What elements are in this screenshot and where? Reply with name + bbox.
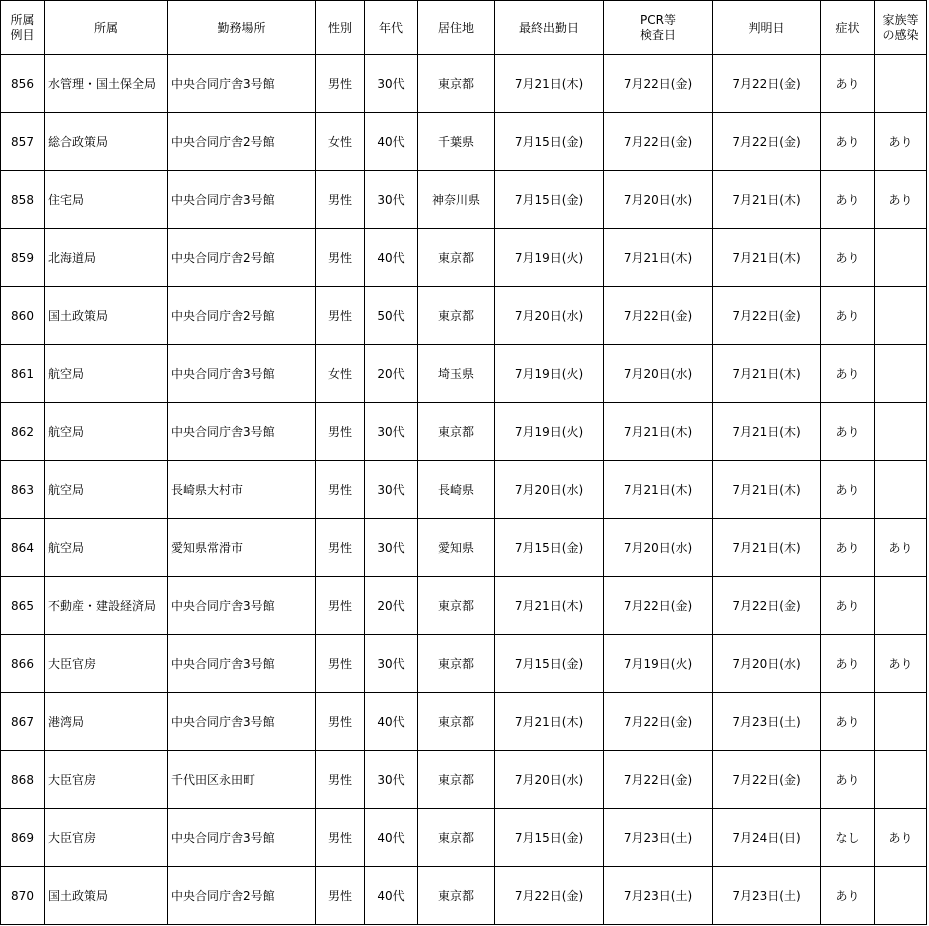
- row-test-date: 7月23日(土): [604, 867, 713, 925]
- header-age: 年代: [365, 1, 418, 55]
- row-last-work-day: 7月21日(木): [495, 55, 604, 113]
- row-family-infection: [875, 867, 927, 925]
- header-id: [1, 1, 45, 55]
- row-id: 856: [1, 55, 45, 113]
- row-family-infection: あり: [875, 113, 927, 171]
- row-symptoms: あり: [821, 519, 875, 577]
- table-row: [1, 113, 927, 171]
- header-gender: 性別: [316, 1, 365, 55]
- row-confirmed-date: 7月22日(金): [713, 287, 821, 345]
- row-test-date: 7月23日(土): [604, 809, 713, 867]
- row-confirmed-date: 7月23日(土): [713, 693, 821, 751]
- row-test-date: 7月22日(金): [604, 693, 713, 751]
- header-id-text: 所属 例目: [10, 12, 35, 42]
- row-residence: 長崎県: [418, 461, 495, 519]
- row-id: 865: [1, 577, 45, 635]
- row-age: 20代: [365, 577, 418, 635]
- row-symptoms: あり: [821, 171, 875, 229]
- table-row: [1, 867, 927, 925]
- row-residence: 東京都: [418, 635, 495, 693]
- header-symptoms: 症状: [821, 1, 875, 55]
- row-confirmed-date: 7月24日(日): [713, 809, 821, 867]
- row-department: 国土政策局: [45, 287, 168, 345]
- row-symptoms: あり: [821, 867, 875, 925]
- row-confirmed-date: 7月22日(金): [713, 577, 821, 635]
- row-workplace: 中央合同庁舎3号館: [168, 635, 316, 693]
- row-workplace: 中央合同庁舎3号館: [168, 171, 316, 229]
- row-symptoms: あり: [821, 113, 875, 171]
- table-row: [1, 287, 927, 345]
- row-workplace: 千代田区永田町: [168, 751, 316, 809]
- row-test-date: 7月20日(水): [604, 519, 713, 577]
- row-residence: 東京都: [418, 229, 495, 287]
- row-department: 航空局: [45, 403, 168, 461]
- row-gender: 男性: [316, 635, 365, 693]
- row-workplace: 愛知県常滑市: [168, 519, 316, 577]
- row-symptoms: あり: [821, 403, 875, 461]
- row-confirmed-date: 7月21日(木): [713, 403, 821, 461]
- row-gender: 男性: [316, 287, 365, 345]
- row-family-infection: あり: [875, 171, 927, 229]
- row-age: 30代: [365, 519, 418, 577]
- row-age: 40代: [365, 693, 418, 751]
- row-residence: 愛知県: [418, 519, 495, 577]
- row-symptoms: あり: [821, 635, 875, 693]
- row-last-work-day: 7月21日(木): [495, 577, 604, 635]
- row-gender: 男性: [316, 577, 365, 635]
- row-last-work-day: 7月15日(金): [495, 171, 604, 229]
- row-family-infection: [875, 461, 927, 519]
- row-workplace: 中央合同庁舎3号館: [168, 693, 316, 751]
- row-symptoms: あり: [821, 577, 875, 635]
- table-row: [1, 229, 927, 287]
- table-row: [1, 55, 927, 113]
- row-workplace: 中央合同庁舎2号館: [168, 113, 316, 171]
- row-symptoms: あり: [821, 229, 875, 287]
- row-department: 航空局: [45, 461, 168, 519]
- row-test-date: 7月21日(木): [604, 229, 713, 287]
- row-confirmed-date: 7月21日(木): [713, 229, 821, 287]
- row-workplace: 中央合同庁舎3号館: [168, 403, 316, 461]
- row-department: 大臣官房: [45, 751, 168, 809]
- table-row: [1, 635, 927, 693]
- row-gender: 男性: [316, 171, 365, 229]
- row-symptoms: あり: [821, 345, 875, 403]
- row-last-work-day: 7月22日(金): [495, 867, 604, 925]
- row-family-infection: あり: [875, 519, 927, 577]
- row-gender: 男性: [316, 693, 365, 751]
- row-department: 大臣官房: [45, 635, 168, 693]
- header-test-date-text: PCR等 検査日: [639, 12, 676, 42]
- header-test-date: [604, 1, 713, 55]
- row-gender: 男性: [316, 809, 365, 867]
- row-residence: 東京都: [418, 577, 495, 635]
- row-age: 30代: [365, 461, 418, 519]
- row-last-work-day: 7月19日(火): [495, 403, 604, 461]
- row-family-infection: [875, 55, 927, 113]
- row-last-work-day: 7月19日(火): [495, 345, 604, 403]
- row-id: 868: [1, 751, 45, 809]
- header-residence: 居住地: [418, 1, 495, 55]
- row-family-infection: [875, 577, 927, 635]
- row-last-work-day: 7月15日(金): [495, 635, 604, 693]
- row-residence: 東京都: [418, 867, 495, 925]
- row-confirmed-date: 7月21日(木): [713, 519, 821, 577]
- row-age: 40代: [365, 113, 418, 171]
- header-confirmed-date: 判明日: [713, 1, 821, 55]
- row-symptoms: あり: [821, 287, 875, 345]
- row-family-infection: [875, 229, 927, 287]
- row-age: 30代: [365, 55, 418, 113]
- row-test-date: 7月21日(木): [604, 461, 713, 519]
- row-id: 857: [1, 113, 45, 171]
- row-workplace: 中央合同庁舎3号館: [168, 55, 316, 113]
- row-last-work-day: 7月20日(水): [495, 287, 604, 345]
- row-age: 30代: [365, 635, 418, 693]
- row-department: 港湾局: [45, 693, 168, 751]
- row-workplace: 中央合同庁舎3号館: [168, 577, 316, 635]
- header-last-work-day: 最終出勤日: [495, 1, 604, 55]
- table-row: [1, 461, 927, 519]
- row-id: 867: [1, 693, 45, 751]
- row-gender: 女性: [316, 113, 365, 171]
- row-last-work-day: 7月15日(金): [495, 519, 604, 577]
- table-row: [1, 171, 927, 229]
- header-family-infection: [875, 1, 927, 55]
- header-department: 所属: [45, 1, 168, 55]
- row-gender: 男性: [316, 461, 365, 519]
- row-residence: 東京都: [418, 809, 495, 867]
- row-gender: 男性: [316, 867, 365, 925]
- row-residence: 東京都: [418, 751, 495, 809]
- row-age: 40代: [365, 867, 418, 925]
- row-workplace: 中央合同庁舎3号館: [168, 809, 316, 867]
- row-symptoms: あり: [821, 751, 875, 809]
- row-department: 不動産・建設経済局: [45, 577, 168, 635]
- row-symptoms: あり: [821, 55, 875, 113]
- row-id: 870: [1, 867, 45, 925]
- row-gender: 男性: [316, 519, 365, 577]
- row-id: 860: [1, 287, 45, 345]
- row-age: 20代: [365, 345, 418, 403]
- row-department: 住宅局: [45, 171, 168, 229]
- row-test-date: 7月22日(金): [604, 55, 713, 113]
- row-test-date: 7月21日(木): [604, 403, 713, 461]
- row-test-date: 7月19日(火): [604, 635, 713, 693]
- row-confirmed-date: 7月21日(木): [713, 345, 821, 403]
- row-test-date: 7月22日(金): [604, 287, 713, 345]
- header-family-infection-text: 家族等 の感染: [882, 12, 919, 42]
- row-family-infection: [875, 403, 927, 461]
- row-confirmed-date: 7月20日(水): [713, 635, 821, 693]
- row-residence: 千葉県: [418, 113, 495, 171]
- row-age: 30代: [365, 751, 418, 809]
- row-age: 30代: [365, 171, 418, 229]
- row-id: 864: [1, 519, 45, 577]
- row-confirmed-date: 7月23日(土): [713, 867, 821, 925]
- row-family-infection: あり: [875, 809, 927, 867]
- row-family-infection: [875, 287, 927, 345]
- row-age: 40代: [365, 229, 418, 287]
- row-family-infection: [875, 751, 927, 809]
- row-gender: 女性: [316, 345, 365, 403]
- row-confirmed-date: 7月22日(金): [713, 113, 821, 171]
- row-id: 863: [1, 461, 45, 519]
- row-workplace: 中央合同庁舎2号館: [168, 287, 316, 345]
- row-test-date: 7月22日(金): [604, 751, 713, 809]
- row-residence: 東京都: [418, 403, 495, 461]
- row-last-work-day: 7月19日(火): [495, 229, 604, 287]
- row-family-infection: あり: [875, 635, 927, 693]
- table-row: [1, 809, 927, 867]
- row-confirmed-date: 7月21日(木): [713, 461, 821, 519]
- row-family-infection: [875, 345, 927, 403]
- table-row: [1, 693, 927, 751]
- row-id: 859: [1, 229, 45, 287]
- row-test-date: 7月22日(金): [604, 113, 713, 171]
- row-workplace: 中央合同庁舎2号館: [168, 867, 316, 925]
- row-department: 航空局: [45, 519, 168, 577]
- row-last-work-day: 7月21日(木): [495, 693, 604, 751]
- row-last-work-day: 7月15日(金): [495, 809, 604, 867]
- row-gender: 男性: [316, 55, 365, 113]
- row-id: 866: [1, 635, 45, 693]
- table-row: [1, 403, 927, 461]
- row-age: 50代: [365, 287, 418, 345]
- row-department: 国土政策局: [45, 867, 168, 925]
- row-confirmed-date: 7月22日(金): [713, 751, 821, 809]
- table-row: [1, 519, 927, 577]
- table-row: [1, 751, 927, 809]
- row-gender: 男性: [316, 229, 365, 287]
- row-age: 30代: [365, 403, 418, 461]
- row-symptoms: なし: [821, 809, 875, 867]
- row-residence: 東京都: [418, 693, 495, 751]
- row-workplace: 中央合同庁舎3号館: [168, 345, 316, 403]
- row-department: 総合政策局: [45, 113, 168, 171]
- row-last-work-day: 7月20日(水): [495, 751, 604, 809]
- row-department: 大臣官房: [45, 809, 168, 867]
- table-row: [1, 345, 927, 403]
- row-test-date: 7月20日(水): [604, 171, 713, 229]
- row-symptoms: あり: [821, 461, 875, 519]
- row-id: 869: [1, 809, 45, 867]
- row-department: 航空局: [45, 345, 168, 403]
- row-residence: 東京都: [418, 55, 495, 113]
- row-id: 862: [1, 403, 45, 461]
- row-department: 水管理・国土保全局: [45, 55, 168, 113]
- header-workplace: 勤務場所: [168, 1, 316, 55]
- row-id: 861: [1, 345, 45, 403]
- row-gender: 男性: [316, 751, 365, 809]
- row-workplace: 長崎県大村市: [168, 461, 316, 519]
- row-family-infection: [875, 693, 927, 751]
- row-workplace: 中央合同庁舎2号館: [168, 229, 316, 287]
- row-confirmed-date: 7月22日(金): [713, 55, 821, 113]
- row-gender: 男性: [316, 403, 365, 461]
- table-row: [1, 577, 927, 635]
- row-test-date: 7月20日(水): [604, 345, 713, 403]
- row-test-date: 7月22日(金): [604, 577, 713, 635]
- row-residence: 東京都: [418, 287, 495, 345]
- row-last-work-day: 7月15日(金): [495, 113, 604, 171]
- row-age: 40代: [365, 809, 418, 867]
- row-last-work-day: 7月20日(水): [495, 461, 604, 519]
- row-confirmed-date: 7月21日(木): [713, 171, 821, 229]
- row-residence: 埼玉県: [418, 345, 495, 403]
- row-id: 858: [1, 171, 45, 229]
- header-row: [1, 1, 927, 55]
- row-symptoms: あり: [821, 693, 875, 751]
- row-residence: 神奈川県: [418, 171, 495, 229]
- row-department: 北海道局: [45, 229, 168, 287]
